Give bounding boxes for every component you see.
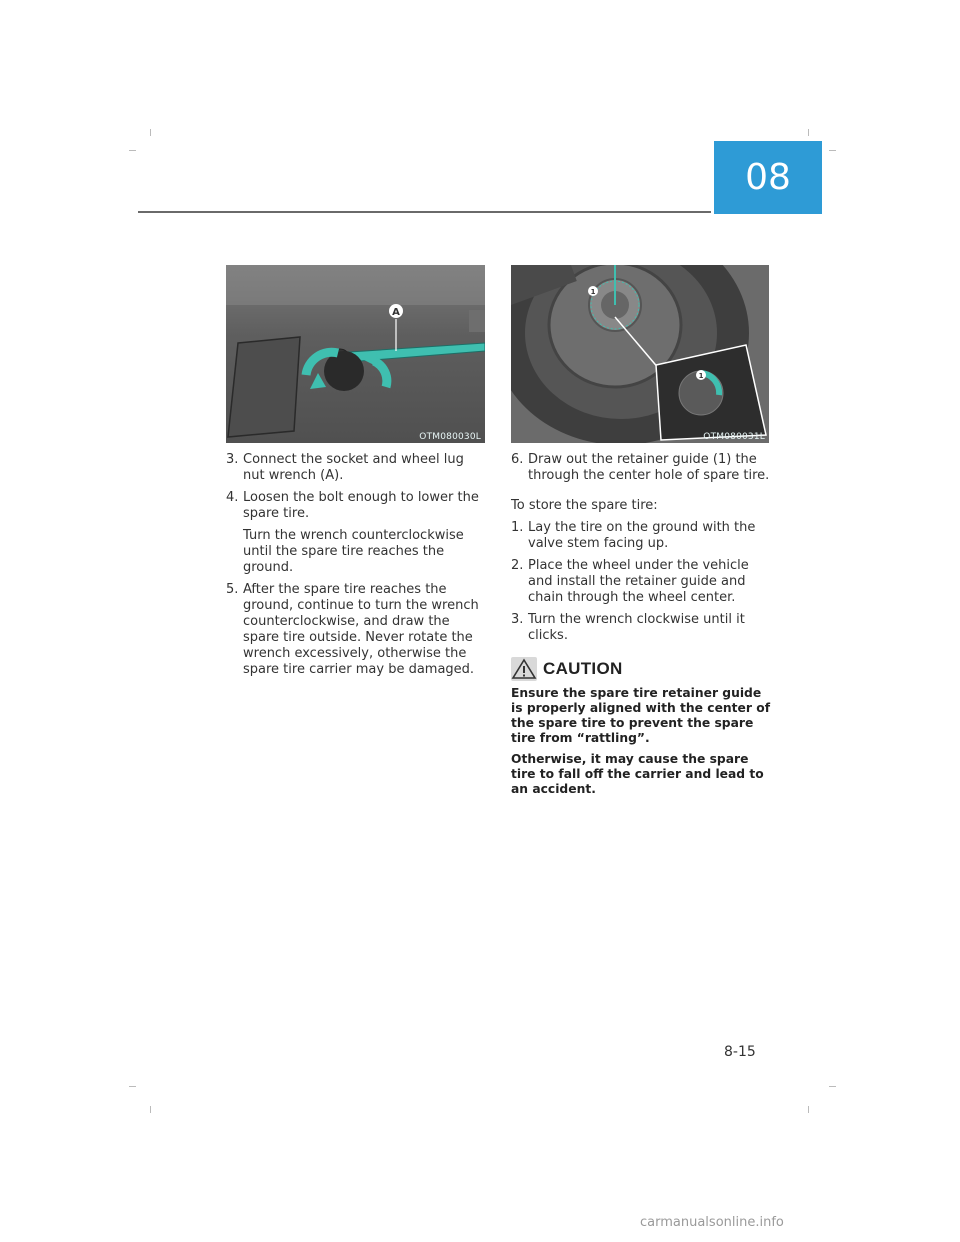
spare-tire-illustration bbox=[511, 265, 769, 443]
figure-retainer bbox=[511, 265, 769, 443]
store-step-1: 1. Lay the tire on the ground with the valve stem facing up. bbox=[511, 520, 756, 551]
header-rule bbox=[138, 211, 711, 213]
callout-1-inset: 1 bbox=[698, 372, 704, 380]
wrench-illustration bbox=[226, 265, 485, 443]
figure-code: OTM080031L bbox=[703, 432, 765, 442]
step-4-detail: Turn the wrench counterclockwise until the spare tire reaches the ground. bbox=[243, 528, 464, 575]
crop-mark bbox=[129, 1086, 136, 1087]
figure-wrench bbox=[226, 265, 485, 443]
caution-paragraph: Otherwise, it may cause the spare tire to fall off the carrier and lead to an accident. bbox=[511, 752, 764, 796]
caution-header bbox=[511, 657, 773, 681]
warning-triangle-icon bbox=[511, 657, 537, 681]
caution-paragraph: Ensure the spare tire retainer guide is properly aligned with the center of the spare tire to prevent the spare tire from “rattling”. bbox=[511, 686, 771, 745]
left-column bbox=[226, 452, 488, 684]
crop-mark bbox=[150, 1106, 151, 1113]
page-number: 8-15 bbox=[724, 1044, 756, 1060]
step-3: 3. Connect the socket and wheel lug nut wrench (A). bbox=[226, 452, 464, 483]
crop-mark bbox=[150, 129, 151, 136]
watermark: carmanualsonline.info bbox=[640, 1215, 784, 1230]
crop-mark bbox=[829, 150, 836, 151]
callout-1-main: 1 bbox=[590, 288, 596, 296]
crop-mark bbox=[808, 1106, 809, 1113]
store-step-3: 3. Turn the wrench clockwise until it clicks. bbox=[511, 612, 745, 643]
step-6: 6. Draw out the retainer guide (1) the through the center hole of spare tire. bbox=[511, 452, 770, 483]
crop-mark bbox=[829, 1086, 836, 1087]
caution-title: CAUTION bbox=[543, 659, 623, 678]
step-5: 5. After the spare tire reaches the ground, continue to turn the wrench counterclockwise, and draw the spare tire outside. Never rotate the wrench excessively, otherwise the spare tire carrier may be damaged. bbox=[226, 582, 479, 677]
crop-mark bbox=[129, 150, 136, 151]
chapter-tab: 08 bbox=[714, 141, 822, 214]
callout-a: A bbox=[392, 307, 400, 318]
right-column bbox=[511, 452, 773, 803]
crop-mark bbox=[808, 129, 809, 136]
step-4: 4. Loosen the bolt enough to lower the spare tire. bbox=[226, 490, 479, 521]
figure-code: OTM080030L bbox=[419, 432, 481, 442]
store-intro: To store the spare tire: bbox=[511, 498, 658, 513]
store-step-2: 2. Place the wheel under the vehicle and install the retainer guide and chain through the wheel center. bbox=[511, 558, 749, 605]
